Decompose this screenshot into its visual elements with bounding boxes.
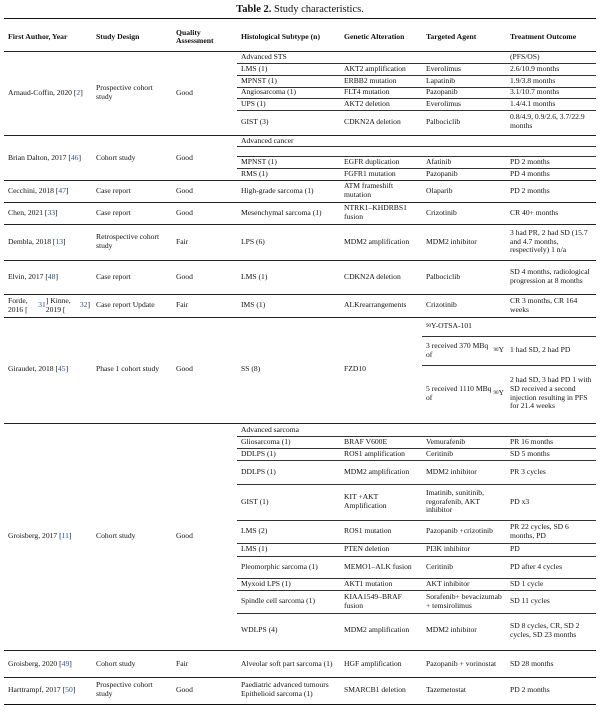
subtype-cell: GIST (1) <box>241 496 269 506</box>
design-cell: Cohort study <box>96 530 136 540</box>
outcome-cell: 2.6/10.9 months <box>510 63 560 73</box>
outcome-cell: SD 4 months, radiological progression at 8 months <box>510 267 590 285</box>
subtype-cell: Mesenchymal sarcoma (1) <box>241 207 322 217</box>
rule-line <box>4 202 596 203</box>
rule-line <box>4 18 596 19</box>
rule-line <box>422 336 596 337</box>
alteration-cell: CDKN2A deletion <box>344 116 401 126</box>
author-cell: Groisberg, 2017 [ 11 ] <box>8 530 72 540</box>
agent-cell: AKT inhibitor <box>426 578 470 588</box>
quality-cell: Fair <box>176 300 189 310</box>
agent-cell: Sorafenib+ bevacizumab + temsirolimus <box>426 591 502 610</box>
column-header: First Author, Year <box>8 31 68 41</box>
outcome-cell <box>510 317 594 336</box>
outcome-cell: PD 2 months <box>510 185 550 195</box>
outcome-cell: 3 had PR, 2 had SD (15.7 and 4.7 months, respectively) 1 n/a <box>510 228 588 255</box>
outcome-cell: SD 5 months <box>510 448 550 458</box>
author-cell: Cecchini, 2018 [ 47 ] <box>8 185 69 195</box>
subtype-cell: UPS (1) <box>241 98 266 108</box>
rule-line <box>237 156 596 157</box>
design-cell: Case report <box>96 207 131 217</box>
design-cell: Case report Update <box>96 300 155 310</box>
author-cell: Giraudet, 2018 [ 45 ] <box>8 364 69 374</box>
quality-cell: Good <box>176 271 193 281</box>
rule-line <box>237 75 596 76</box>
rule-line <box>237 448 596 449</box>
design-cell: Cohort study <box>96 659 136 669</box>
agent-cell: MDM2 inhibitor <box>426 236 477 246</box>
agent-cell <box>426 136 504 146</box>
rule-line <box>4 135 596 136</box>
subtype-cell: DDLPS (1) <box>241 466 276 476</box>
quality-cell: Good <box>176 207 193 217</box>
agent-cell: Ceritinib <box>426 561 453 571</box>
alteration-cell: BRAF V600E <box>344 436 388 446</box>
outcome-cell <box>510 136 594 146</box>
outcome-cell: 1.9/3.8 months <box>510 75 556 85</box>
column-header: Histological Subtype (n) <box>241 31 321 41</box>
outcome-cell: (PFS/OS) <box>510 52 540 62</box>
column-header: Treatment Outcome <box>510 31 577 41</box>
author-cell: Elvin, 2017 [ 48 ] <box>8 271 58 281</box>
agent-cell: Imatinib, sunitinib, regorafenib, AKT inhibitor <box>426 488 485 515</box>
agent-cell: Pazopanib <box>426 87 458 97</box>
agent-cell: Everolimus <box>426 98 462 108</box>
rule-line <box>422 365 596 366</box>
outcome-cell: SD 1 cycle <box>510 578 544 588</box>
subtype-cell: LMS (1) <box>241 271 268 281</box>
agent-cell: Afatinib <box>426 156 452 166</box>
author-cell: Groisberg, 2020 [ 49 ] <box>8 659 72 669</box>
rule-line <box>4 294 596 295</box>
outcome-cell: SD 11 cycles <box>510 596 550 606</box>
alteration-cell: KIAA1549–BRAF fusion <box>344 591 402 610</box>
agent-cell: Pazopanib + vorinostat <box>426 659 497 669</box>
alteration-cell: KIT +AKT Amplification <box>344 492 387 510</box>
subtype-cell: Gliosarcoma (1) <box>241 436 291 446</box>
rule-line <box>4 704 596 705</box>
alteration-cell: ROS1 mutation <box>344 526 392 536</box>
author-cell: Harttrampf, 2017 [ 50 ] <box>8 684 76 694</box>
alteration-cell: FLT4 mutation <box>344 87 390 97</box>
subtype-cell: Paediatric advanced tumours Epithelioid sarcoma (1) <box>241 680 329 698</box>
quality-cell: Fair <box>176 659 189 669</box>
outcome-cell: PR 22 cycles, SD 6 months, PD <box>510 521 569 540</box>
agent-cell: Crizotinib <box>426 207 457 217</box>
subtype-cell: LPS (6) <box>241 236 265 246</box>
agent-cell: Everolimus <box>426 63 462 73</box>
outcome-cell: 1.4/4.1 months <box>510 98 556 108</box>
agent-cell: Crizotinib <box>426 300 457 310</box>
agent-cell: PI3K inhibitor <box>426 544 471 554</box>
alteration-cell: CDKN2A deletion <box>344 271 401 281</box>
outcome-cell: SD 28 months <box>510 659 554 669</box>
subtype-cell: SS (8) <box>241 364 261 374</box>
author-cell: Arnaud-Coffin, 2020 [ 2 ] <box>8 87 83 97</box>
outcome-cell: PD 2 months <box>510 156 550 166</box>
rule-line <box>237 484 596 485</box>
author-cell: Forde, 2016 [ 31 ] Kinne, 2019 [ 32 ] <box>8 295 90 314</box>
agent-cell: Pazopanib <box>426 168 458 178</box>
author-cell: Brian Dalton, 2017 [ 46 ] <box>8 152 81 162</box>
outcome-cell: CR 40+ months <box>510 207 559 217</box>
agent-cell: 90 Y-OTSA-101 <box>426 321 472 331</box>
author-cell: Chen, 2021 [ 33 ] <box>8 207 58 217</box>
quality-cell: Good <box>176 684 193 694</box>
rule-line <box>237 590 596 591</box>
alteration-cell <box>344 136 420 146</box>
alteration-cell: ERBB2 mutation <box>344 75 397 85</box>
agent-cell: Lapatinib <box>426 75 456 85</box>
subtype-cell: Alveolar soft part sarcoma (1) <box>241 659 333 669</box>
quality-cell: Fair <box>176 236 189 246</box>
design-cell: Prospective cohort study <box>96 83 153 101</box>
subtype-cell: IMS (1) <box>241 300 266 310</box>
agent-cell <box>426 424 504 436</box>
outcome-cell: 2 had SD, 3 had PD 1 with SD received a second injection resulting in PFS for 21.4 weeks <box>510 375 592 411</box>
agent-cell: 5 received 1110 MBq of 90 Y <box>426 383 504 402</box>
agent-cell: Olaparib <box>426 185 453 195</box>
subtype-cell: Advanced STS <box>241 52 287 62</box>
subtype-cell: LMS (1) <box>241 544 268 554</box>
outcome-cell <box>510 424 594 436</box>
rule-line <box>4 260 596 261</box>
rule-line <box>237 436 596 437</box>
design-cell: Prospective cohort study <box>96 680 153 698</box>
subtype-cell: WDLPS (4) <box>241 625 278 635</box>
quality-cell: Good <box>176 364 193 374</box>
outcome-cell: 3.1/10.7 months <box>510 87 560 97</box>
alteration-cell: MDM2 amplification <box>344 466 410 476</box>
outcome-cell: PR 16 months <box>510 436 554 446</box>
outcome-cell: PD x3 <box>510 496 530 506</box>
outcome-cell: PD <box>510 544 520 554</box>
subtype-cell: Pleomorphic sarcoma (1) <box>241 561 318 571</box>
rule-line <box>4 677 596 678</box>
design-cell: Case report <box>96 271 131 281</box>
outcome-cell: CR 3 months, CR 164 weeks <box>510 295 578 314</box>
agent-cell <box>426 52 504 63</box>
outcome-cell: PD after 4 cycles <box>510 561 563 571</box>
table-caption: Table 2. Study characteristics. <box>236 4 364 15</box>
alteration-cell: MDM2 amplification <box>344 625 410 635</box>
rule-line <box>4 423 596 424</box>
rule-line <box>237 520 596 521</box>
quality-cell: Good <box>176 152 193 162</box>
alteration-cell: EGFR duplication <box>344 156 400 166</box>
rule-line <box>237 578 596 579</box>
alteration-cell: FZD10 <box>344 364 366 374</box>
subtype-cell: RMS (1) <box>241 168 268 178</box>
alteration-cell: NTRK1–KHDRBS1 fusion <box>344 203 407 221</box>
subtype-cell: MPNST (1) <box>241 156 277 166</box>
rule-line <box>4 224 596 225</box>
rule-line <box>237 460 596 461</box>
alteration-cell: ALKrearrangements <box>344 300 407 310</box>
alteration-cell: AKT1 mutation <box>344 578 393 588</box>
outcome-cell: 1 had SD, 2 had PD <box>510 345 571 355</box>
outcome-cell: PD 4 months <box>510 168 550 178</box>
subtype-cell: DDLPS (1) <box>241 448 276 458</box>
subtype-cell: High-grade sarcoma (1) <box>241 185 314 195</box>
agent-cell: MDM2 inhibitor <box>426 466 477 476</box>
agent-cell: Palbociclib <box>426 271 461 281</box>
outcome-cell: 0.8/4.9, 0.9/2.6, 3.7/22.9 months <box>510 112 585 130</box>
subtype-cell: Spindle cell sarcoma (1) <box>241 596 316 606</box>
subtype-cell: Advanced cancer <box>241 135 294 145</box>
alteration-cell: SMARCB1 deletion <box>344 684 406 694</box>
subtype-cell: Advanced sarcoma <box>241 424 299 434</box>
rule-line <box>237 556 596 557</box>
subtype-cell: Angiosarcoma (1) <box>241 87 297 97</box>
outcome-cell: PD 2 months <box>510 684 550 694</box>
column-header: Genetic Alteration <box>344 31 405 41</box>
rule-line <box>4 317 596 318</box>
subtype-cell: MPNST (1) <box>241 75 277 85</box>
quality-cell: Good <box>176 87 193 97</box>
agent-cell: Vemurafenib <box>426 436 466 446</box>
alteration-cell: MDM2 amplification <box>344 236 410 246</box>
rule-line <box>237 168 596 169</box>
quality-cell: Good <box>176 185 193 195</box>
rule-line <box>237 543 596 544</box>
subtype-cell: Myxoid LPS (1) <box>241 578 291 588</box>
alteration-cell: AKT2 amplification <box>344 63 406 73</box>
author-cell: Dembla, 2018 [ 13 ] <box>8 236 66 246</box>
column-header: Quality Assessment <box>176 27 214 45</box>
subtype-cell: LMS (2) <box>241 526 268 536</box>
alteration-cell: ATM frameshift mutation <box>344 181 394 199</box>
subtype-cell: GIST (3) <box>241 116 269 126</box>
agent-cell: Tazemetostat <box>426 684 466 694</box>
alteration-cell: AKT2 deletion <box>344 98 390 108</box>
rule-line <box>237 146 596 147</box>
agent-cell: MDM2 inhibitor <box>426 625 477 635</box>
alteration-cell <box>344 424 420 436</box>
design-cell: Cohort study <box>96 152 136 162</box>
agent-cell: Palbociclib <box>426 116 461 126</box>
column-header: Study Design <box>96 31 140 41</box>
design-cell: Case report <box>96 185 131 195</box>
rule-line <box>4 650 596 651</box>
outcome-cell: SD 8 cycles, CR, SD 2 cycles, SD 23 months <box>510 620 580 639</box>
alteration-cell: ROS1 amplification <box>344 448 405 458</box>
agent-cell: Pazopanib +crizotinib <box>426 526 493 536</box>
design-cell: Phase 1 cohort study <box>96 364 160 374</box>
quality-cell: Good <box>176 530 193 540</box>
column-header: Targeted Agent <box>426 31 477 41</box>
outcome-cell: PR 3 cycles <box>510 466 546 476</box>
alteration-cell: PTEN deletion <box>344 544 390 554</box>
alteration-cell <box>344 52 420 63</box>
subtype-cell: LMS (1) <box>241 63 268 73</box>
rule-line <box>237 613 596 614</box>
agent-cell: 3 received 370 MBq of 90 Y <box>426 340 504 359</box>
alteration-cell: FGFR1 mutation <box>344 168 396 178</box>
design-cell: Retrospective cohort study <box>96 232 160 250</box>
rule-line <box>237 98 596 99</box>
rule-line <box>237 63 596 64</box>
agent-cell: Ceritinib <box>426 448 453 458</box>
alteration-cell: MEMO1–ALK fusion <box>344 561 412 571</box>
rule-line <box>237 87 596 88</box>
rule-line <box>4 180 596 181</box>
rule-line <box>237 110 596 111</box>
alteration-cell: HGF amplification <box>344 659 402 669</box>
